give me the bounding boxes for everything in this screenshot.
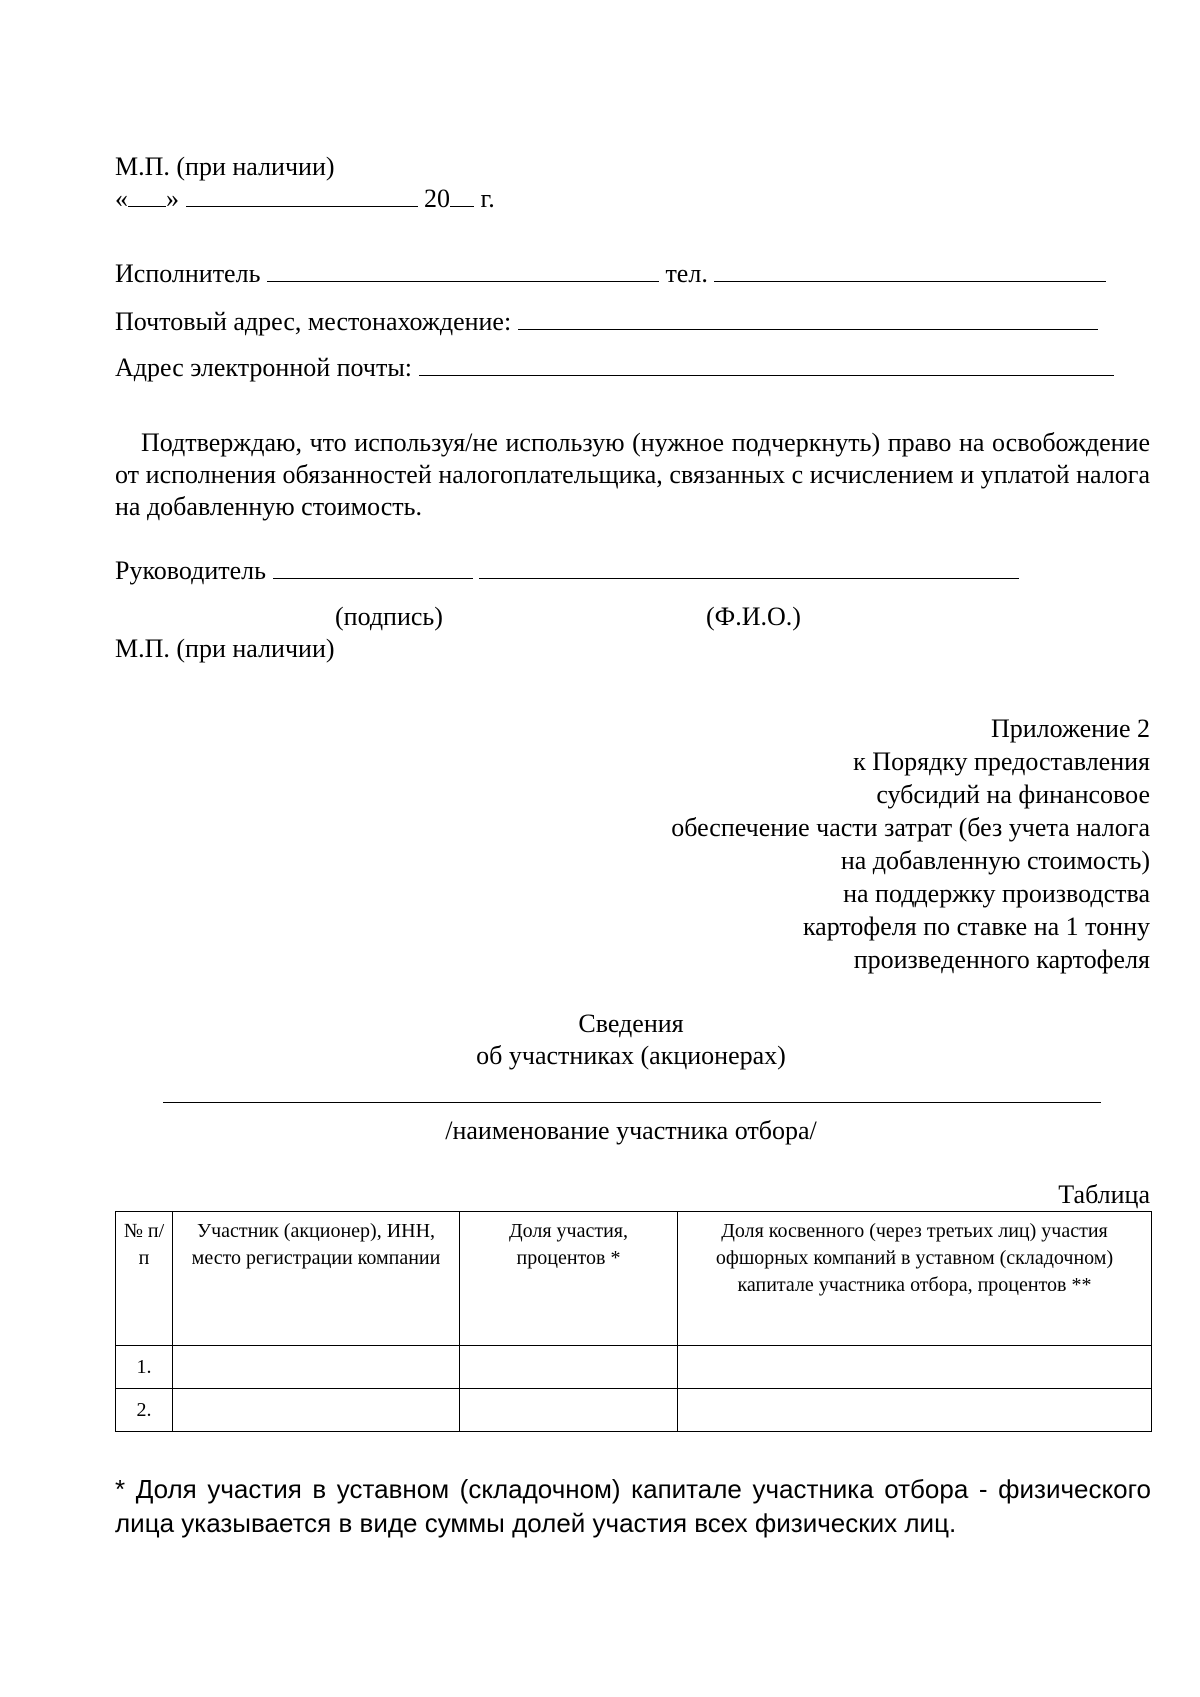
postal-blank[interactable]: [518, 307, 1098, 330]
phone-label: тел.: [665, 259, 708, 288]
email-blank[interactable]: [419, 353, 1114, 376]
signature-caption: (подпись): [335, 602, 443, 631]
participant-name-line[interactable]: [163, 1102, 1101, 1103]
row-offshore-cell[interactable]: [678, 1346, 1152, 1389]
row-number: 2.: [116, 1389, 173, 1432]
row-participant-cell[interactable]: [173, 1346, 460, 1389]
appendix-line-5: на добавленную стоимость): [840, 846, 1150, 875]
date-open-quote: «: [115, 184, 128, 213]
head-signature-line: [115, 555, 1019, 587]
executor-line: [115, 258, 1106, 290]
date-line: [115, 183, 495, 215]
appendix-line-8: произведенного картофеля: [853, 945, 1150, 974]
participant-name-caption: /наименование участника отбора/: [445, 1116, 817, 1145]
appendix-line-1: Приложение 2: [990, 714, 1150, 743]
date-year-prefix: 20: [424, 184, 450, 213]
row-share-cell[interactable]: [460, 1346, 678, 1389]
fullname-blank[interactable]: [479, 556, 1019, 579]
appendix-line-2: к Порядку предоставления: [853, 747, 1150, 776]
table-row: [116, 1389, 1152, 1432]
appendix-line-6: на поддержку производства: [843, 879, 1150, 908]
header-share: Доля участия, процентов *: [460, 1212, 678, 1346]
date-year-blank[interactable]: [450, 184, 474, 207]
stamp-note-top: М.П. (при наличии): [115, 152, 335, 181]
postal-line: [115, 306, 1098, 338]
table-label: Таблица: [1058, 1180, 1150, 1209]
email-label: Адрес электронной почты:: [115, 353, 413, 382]
participants-table: [115, 1211, 1152, 1432]
executor-label: Исполнитель: [115, 259, 261, 288]
row-participant-cell[interactable]: [173, 1389, 460, 1432]
header-number: № п/п: [116, 1212, 173, 1346]
phone-blank[interactable]: [714, 259, 1106, 282]
date-month-blank[interactable]: [186, 184, 418, 207]
postal-label: Почтовый адрес, местонахождение:: [115, 307, 512, 336]
signature-blank[interactable]: [273, 556, 473, 579]
table-header-row: [116, 1212, 1152, 1346]
executor-blank[interactable]: [267, 259, 659, 282]
header-offshore-share: Доля косвенного (через третьих лиц) участия офшорных компаний в уставном (складочном) капитале участника отбора, процентов **: [678, 1212, 1152, 1346]
confirmation-paragraph: Подтверждаю, что используя/не использую (нужное подчеркнуть) право на освобождение от исполнения обязанностей налогоплательщика, связанных с исчислением и уплатой налога на добавленную стоимость.: [115, 428, 1150, 521]
heading-subtitle: об участниках (акционерах): [476, 1041, 786, 1070]
head-label: Руководитель: [115, 556, 266, 585]
footnote: * Доля участия в уставном (складочном) капитале участника отбора - физического лица указывается в виде суммы долей участия всех физических лиц.: [115, 1474, 1151, 1538]
stamp-note-bottom: М.П. (при наличии): [115, 634, 335, 663]
heading-title: Сведения: [578, 1009, 684, 1038]
appendix-line-4: обеспечение части затрат (без учета налога: [671, 813, 1150, 842]
appendix-line-7: картофеля по ставке на 1 тонну: [802, 912, 1150, 941]
table-row: [116, 1346, 1152, 1389]
fullname-caption: (Ф.И.О.): [706, 602, 801, 631]
email-line: [115, 352, 1114, 384]
row-offshore-cell[interactable]: [678, 1389, 1152, 1432]
row-number: 1.: [116, 1346, 173, 1389]
date-year-suffix: г.: [480, 184, 495, 213]
appendix-line-3: субсидий на финансовое: [876, 780, 1150, 809]
date-close-quote: »: [166, 184, 179, 213]
row-share-cell[interactable]: [460, 1389, 678, 1432]
header-participant: Участник (акционер), ИНН, место регистрации компании: [173, 1212, 460, 1346]
date-day-blank[interactable]: [128, 184, 166, 207]
